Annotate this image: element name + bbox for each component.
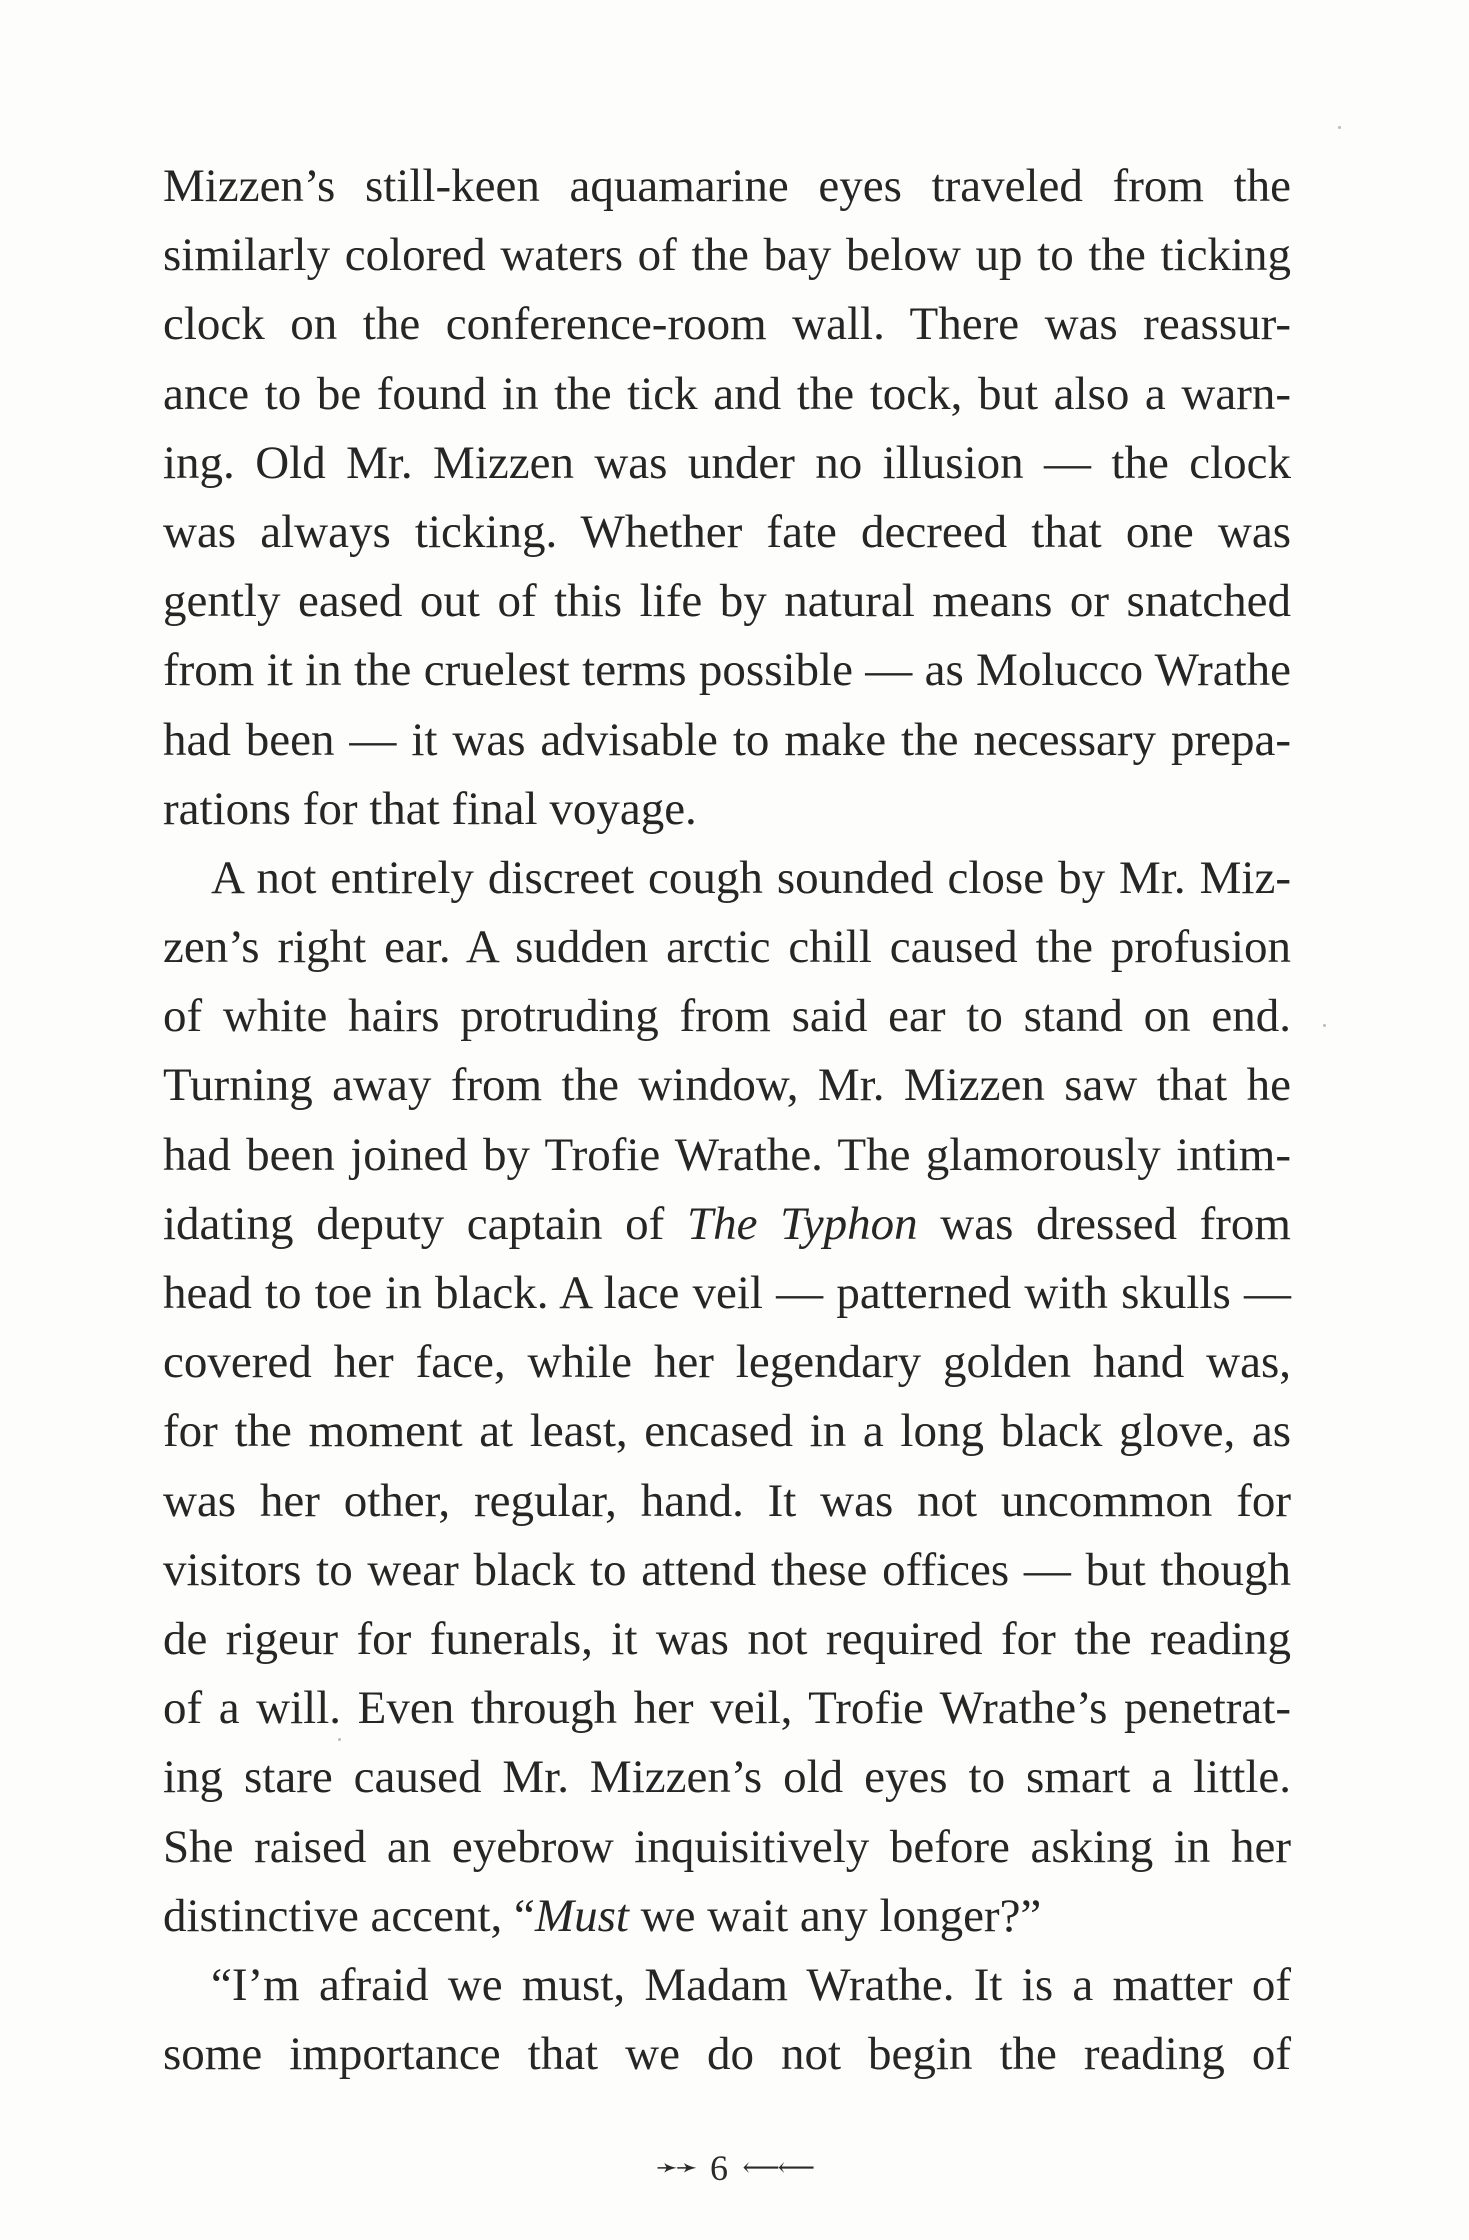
paper-speck [338, 1738, 341, 1741]
text-run: we wait any longer?” [628, 1889, 1042, 1942]
text-line: Mizzen’s still-keen aquamarine eyes traveled from the [163, 160, 1291, 212]
text-line [163, 1882, 1291, 1951]
ship-name-italic: The Typhon [686, 1197, 918, 1250]
text-line: was always ticking. Whether fate decreed that one was [163, 505, 1291, 558]
text-line: had been — it was advisable to make the necessary prepa- [163, 713, 1291, 766]
paper-speck [1338, 126, 1341, 129]
text-line: ance to be found in the tick and the tock, but also a warn- [163, 367, 1291, 420]
text-line: similarly colored waters of the bay below up to the ticking [163, 229, 1291, 282]
text-line: gently eased out of this life by natural means or snatched [163, 575, 1291, 628]
text-line: “I’m afraid we must, Madam Wrathe. It is a matter of [211, 1958, 1291, 2011]
text-line: She raised an eyebrow inquisitively before asking in her [163, 1820, 1291, 1873]
text-line: had been joined by Trofie Wrathe. The glamorously intim- [163, 1128, 1291, 1181]
text-line: for the moment at least, encased in a long black glove, as [163, 1405, 1291, 1458]
text-run: idating deputy captain of [163, 1197, 687, 1250]
folio-ornament-left: ➛➛ [655, 2153, 696, 2183]
paper-speck [1323, 1024, 1326, 1027]
text-line: covered her face, while her legendary golden hand was, [163, 1336, 1291, 1389]
text-line: visitors to wear black to attend these offices — but though [163, 1543, 1291, 1596]
folio-ornament-right: ⟵⟵ [742, 2153, 814, 2183]
text-line: zen’s right ear. A sudden arctic chill caused the profusion [163, 921, 1291, 974]
text-line [163, 1190, 1291, 1259]
text-line: A not entirely discreet cough sounded close by Mr. Miz- [211, 851, 1291, 904]
text-line: rations for that final voyage. [163, 782, 697, 835]
text-line: clock on the conference-room wall. There was reassur- [163, 298, 1291, 351]
emphasis-italic: Must [534, 1889, 629, 1942]
page-folio [0, 2147, 1469, 2189]
page-number: 6 [710, 2148, 729, 2189]
text-line: head to toe in black. A lace veil — patterned with skulls — [163, 1267, 1291, 1319]
text-line: Turning away from the window, Mr. Mizzen saw that he [163, 1059, 1291, 1112]
text-line: of a will. Even through her veil, Trofie Wrathe’s penetrat- [163, 1682, 1291, 1735]
text-line: was her other, regular, hand. It was not uncommon for [163, 1474, 1291, 1527]
text-line: from it in the cruelest terms possible — as Molucco Wrathe [163, 644, 1291, 697]
body-text [163, 152, 1291, 2089]
text-run: was dressed from [917, 1197, 1291, 1250]
text-run: distinctive accent, “ [163, 1889, 535, 1942]
text-line: of white hairs protruding from said ear to stand on end. [163, 990, 1291, 1043]
text-line: de rigeur for funerals, it was not required for the reading [163, 1612, 1291, 1665]
text-line: ing. Old Mr. Mizzen was under no illusion — the clock [163, 436, 1291, 489]
text-line: some importance that we do not begin the reading of [163, 2028, 1291, 2081]
text-line: ing stare caused Mr. Mizzen’s old eyes to smart a little. [163, 1751, 1291, 1804]
